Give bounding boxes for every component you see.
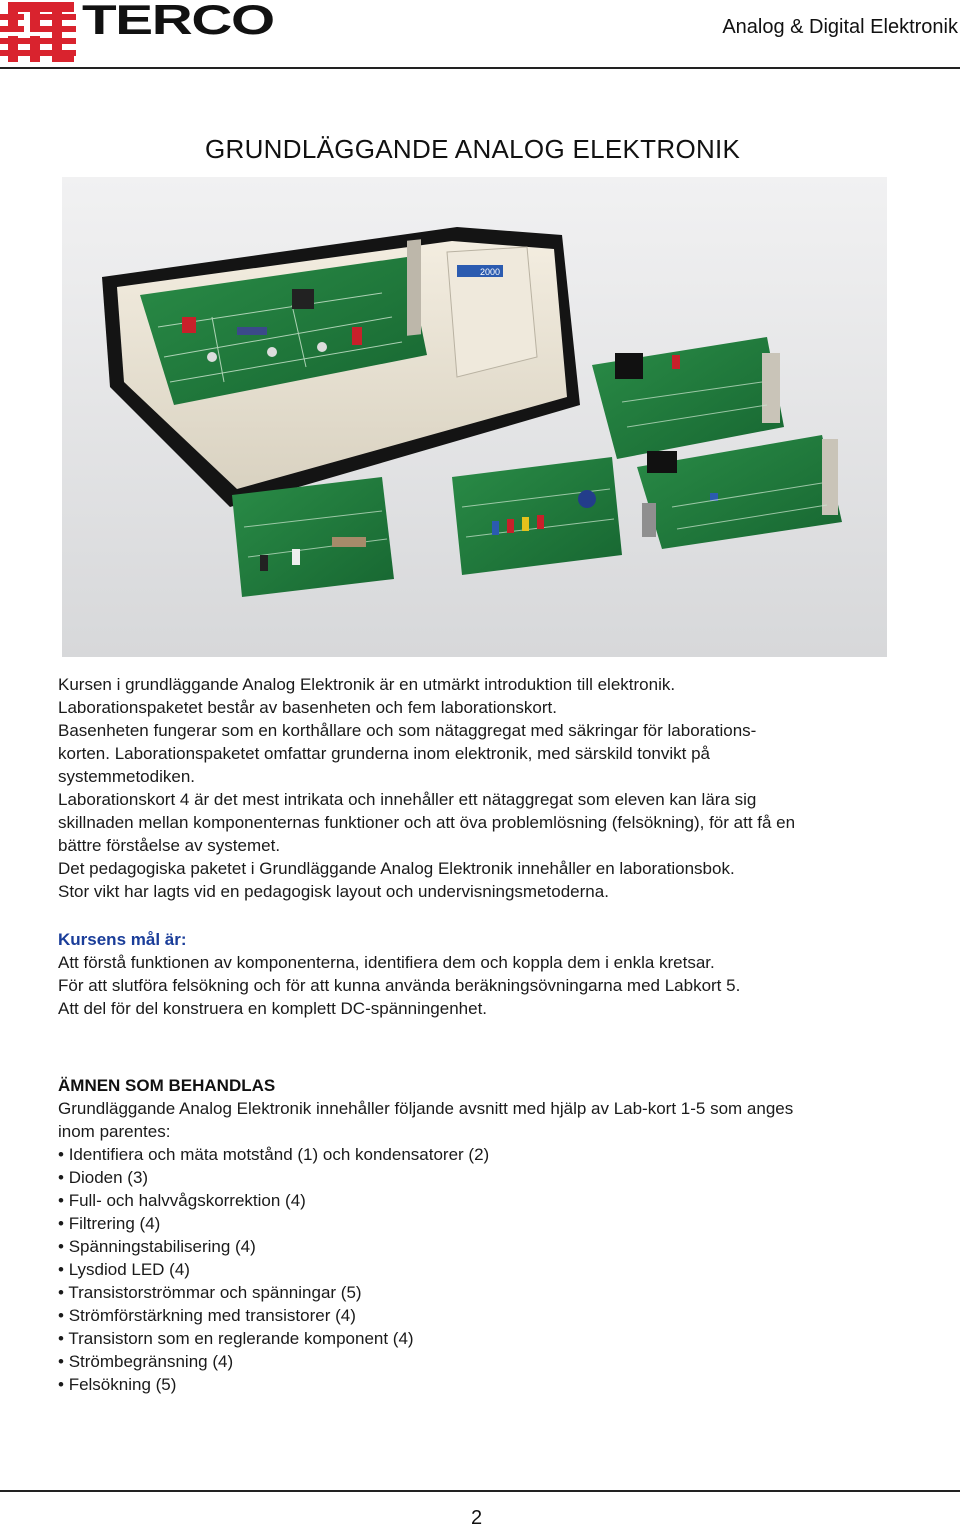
intro-line: Laborationskort 4 är det mest intrikata och innehåller ett nätaggregat som eleven kan lära sig: [58, 790, 757, 809]
goals-heading: Kursens mål är:: [58, 930, 187, 949]
list-item: • Spänningstabilisering (4): [58, 1235, 918, 1258]
list-item: • Filtrering (4): [58, 1212, 918, 1235]
header-divider: [0, 67, 960, 69]
topics-intro-line: inom parentes:: [58, 1122, 171, 1141]
header-section-title: Analog & Digital Elektronik: [722, 16, 958, 38]
terco-wordmark: TERCO: [82, 0, 274, 43]
intro-line: Det pedagogiska paketet i Grundläggande Analog Elektronik innehåller en laborationsbok.: [58, 859, 735, 878]
list-item: • Identifiera och mäta motstånd (1) och kondensatorer (2): [58, 1143, 918, 1166]
goal-line: Att del för del konstruera en komplett DC-spänningenhet.: [58, 999, 488, 1018]
intro-line: korten. Laborationspaketet omfattar grunderna inom elektronik, med särskild tonvikt på: [58, 744, 711, 763]
page-header: [0, 0, 960, 70]
intro-line: Stor vikt har lagts vid en pedagogisk layout och undervisningsmetoderna.: [58, 882, 609, 901]
intro-line: Laborationspaketet består av basenheten och fem laborationskort.: [58, 698, 557, 717]
course-goals: [58, 928, 918, 1020]
list-item: • Strömförstärkning med transistorer (4): [58, 1304, 918, 1327]
intro-line: skillnaden mellan komponenternas funktioner och att öva problemlösning (felsökning), för att få en: [58, 813, 796, 832]
list-item: • Strömbegränsning (4): [58, 1350, 918, 1373]
list-item: • Dioden (3): [58, 1166, 918, 1189]
product-photo: [62, 177, 887, 657]
terco-logo: [0, 0, 300, 64]
list-item: • Transistorströmmar och spänningar (5): [58, 1281, 918, 1304]
intro-line: Kursen i grundläggande Analog Elektronik är en utmärkt introduktion till elektronik.: [58, 675, 676, 694]
lab-kit-illustration: [62, 177, 887, 657]
goal-line: För att slutföra felsökning och för att kunna använda beräkningsövningarna med Labkort 5.: [58, 976, 741, 995]
topics-heading: ÄMNEN SOM BEHANDLAS: [58, 1076, 276, 1095]
list-item: • Transistorn som en reglerande komponent (4): [58, 1327, 918, 1350]
list-item: • Lysdiod LED (4): [58, 1258, 918, 1281]
page-title: GRUNDLÄGGANDE ANALOG ELEKTRONIK: [205, 134, 741, 164]
goal-line: Att förstå funktionen av komponenterna, identifiera dem och koppla dem i enkla kretsar.: [58, 953, 715, 972]
intro-line: bättre förståelse av systemet.: [58, 836, 281, 855]
list-item: • Felsökning (5): [58, 1373, 918, 1396]
list-item: • Full- och halvvågskorrektion (4): [58, 1189, 918, 1212]
intro-line: Basenheten fungerar som en korthållare och som nätaggregat med säkringar för laborations-: [58, 721, 757, 740]
intro-text: [58, 673, 918, 903]
topics-section: [58, 1074, 918, 1396]
terco-logo-mark: [0, 0, 76, 64]
topic-list: [58, 1143, 918, 1396]
footer-divider: [0, 1490, 960, 1492]
panel-label: 2000: [480, 267, 501, 277]
intro-line: systemmetodiken.: [58, 767, 195, 786]
topics-intro-line: Grundläggande Analog Elektronik innehåller följande avsnitt med hjälp av Lab-kort 1-5 som anges: [58, 1099, 794, 1118]
page-number: 2: [471, 1507, 483, 1529]
